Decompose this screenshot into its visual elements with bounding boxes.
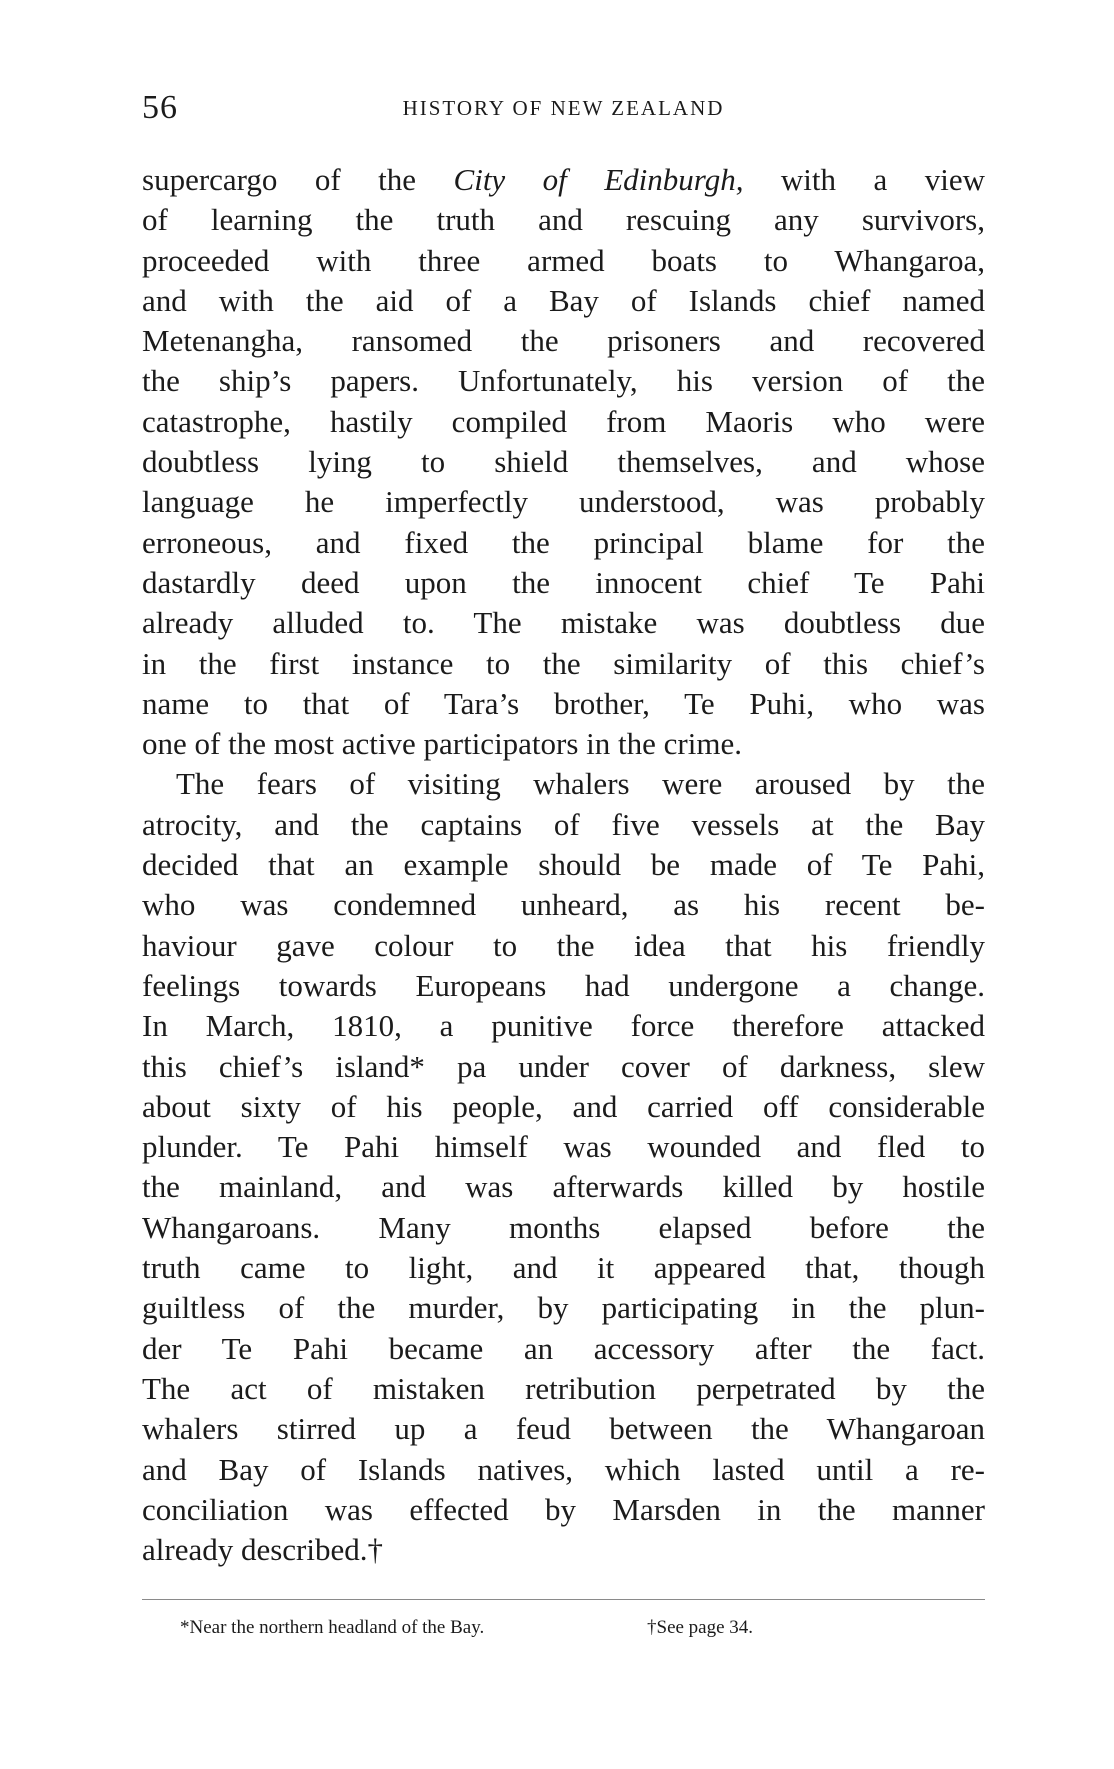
footnotes: [180, 1613, 985, 1643]
text-line: conciliation was effected by Marsden in the manner: [142, 1491, 985, 1527]
paragraph-2: [142, 764, 985, 1570]
text-line: der Te Pahi became an accessory after the fact.: [142, 1330, 985, 1366]
text-line: whalers stirred up a feud between the Whangaroan: [142, 1411, 985, 1447]
paragraph-1: [142, 160, 985, 764]
text-line: The fears of visiting whalers were aroused by the: [176, 766, 985, 802]
text-line: doubtless lying to shield themselves, and whose: [142, 444, 985, 480]
text-line: erroneous, and fixed the principal blame for the: [142, 524, 985, 560]
footnote-divider: [142, 1599, 985, 1600]
footnote-dagger: †See page 34.: [647, 1617, 754, 1638]
text-line: catastrophe, hastily compiled from Maoris who were: [142, 403, 985, 439]
text-line: [142, 160, 985, 200]
text-segment: with a view: [743, 162, 985, 197]
text-line: of learning the truth and rescuing any survivors,: [142, 202, 985, 238]
text-line: In March, 1810, a punitive force therefore attacked: [142, 1008, 985, 1044]
text-line: atrocity, and the captains of five vessels at the Bay: [142, 806, 985, 842]
text-line: plunder. Te Pahi himself was wounded and fled to: [142, 1129, 985, 1165]
text-line: Metenangha, ransomed the prisoners and recovered: [142, 323, 985, 359]
text-line: about sixty of his people, and carried off considerable: [142, 1088, 985, 1124]
text-line: language he imperfectly understood, was probably: [142, 484, 985, 520]
text-line: the ship’s papers. Unfortunately, his version of the: [142, 363, 985, 399]
text-line: Whangaroans. Many months elapsed before the: [142, 1209, 985, 1245]
text-line: the mainland, and was afterwards killed by hostile: [142, 1169, 985, 1205]
text-line: truth came to light, and it appeared that, though: [142, 1250, 985, 1286]
text-line: and Bay of Islands natives, which lasted until a re-: [142, 1451, 985, 1487]
text-line: in the first instance to the similarity of this chief’s: [142, 645, 985, 681]
text-line: already alluded to. The mistake was doubtless due: [142, 605, 985, 641]
text-line: already described.†: [142, 1532, 383, 1568]
ship-name-italic: City of Edinburgh,: [453, 162, 744, 197]
text-line: this chief’s island* pa under cover of darkness, slew: [142, 1048, 985, 1084]
footnote-asterisk: *Near the northern headland of the Bay.: [180, 1617, 485, 1638]
running-head: HISTORY OF NEW ZEALAND: [402, 96, 725, 120]
body-text: [142, 160, 985, 1570]
text-line: The act of mistaken retribution perpetrated by the: [142, 1370, 985, 1406]
text-line: haviour gave colour to the idea that his friendly: [142, 927, 985, 963]
text-segment: supercargo of the: [142, 162, 454, 197]
page-number: 56: [142, 89, 178, 126]
text-line: name to that of Tara’s brother, Te Puhi, who was: [142, 685, 985, 721]
text-line: one of the most active participators in the crime.: [142, 726, 742, 762]
text-line: dastardly deed upon the innocent chief Te Pahi: [142, 564, 985, 600]
text-line: proceeded with three armed boats to Whangaroa,: [142, 242, 985, 278]
text-line: guiltless of the murder, by participating in the plun-: [142, 1290, 985, 1326]
text-line: decided that an example should be made of Te Pahi,: [142, 847, 985, 883]
text-line: and with the aid of a Bay of Islands chief named: [142, 282, 985, 318]
page-header: [142, 88, 985, 128]
text-line: who was condemned unheard, as his recent be-: [142, 887, 985, 923]
text-line: feelings towards Europeans had undergone a change.: [142, 967, 985, 1003]
